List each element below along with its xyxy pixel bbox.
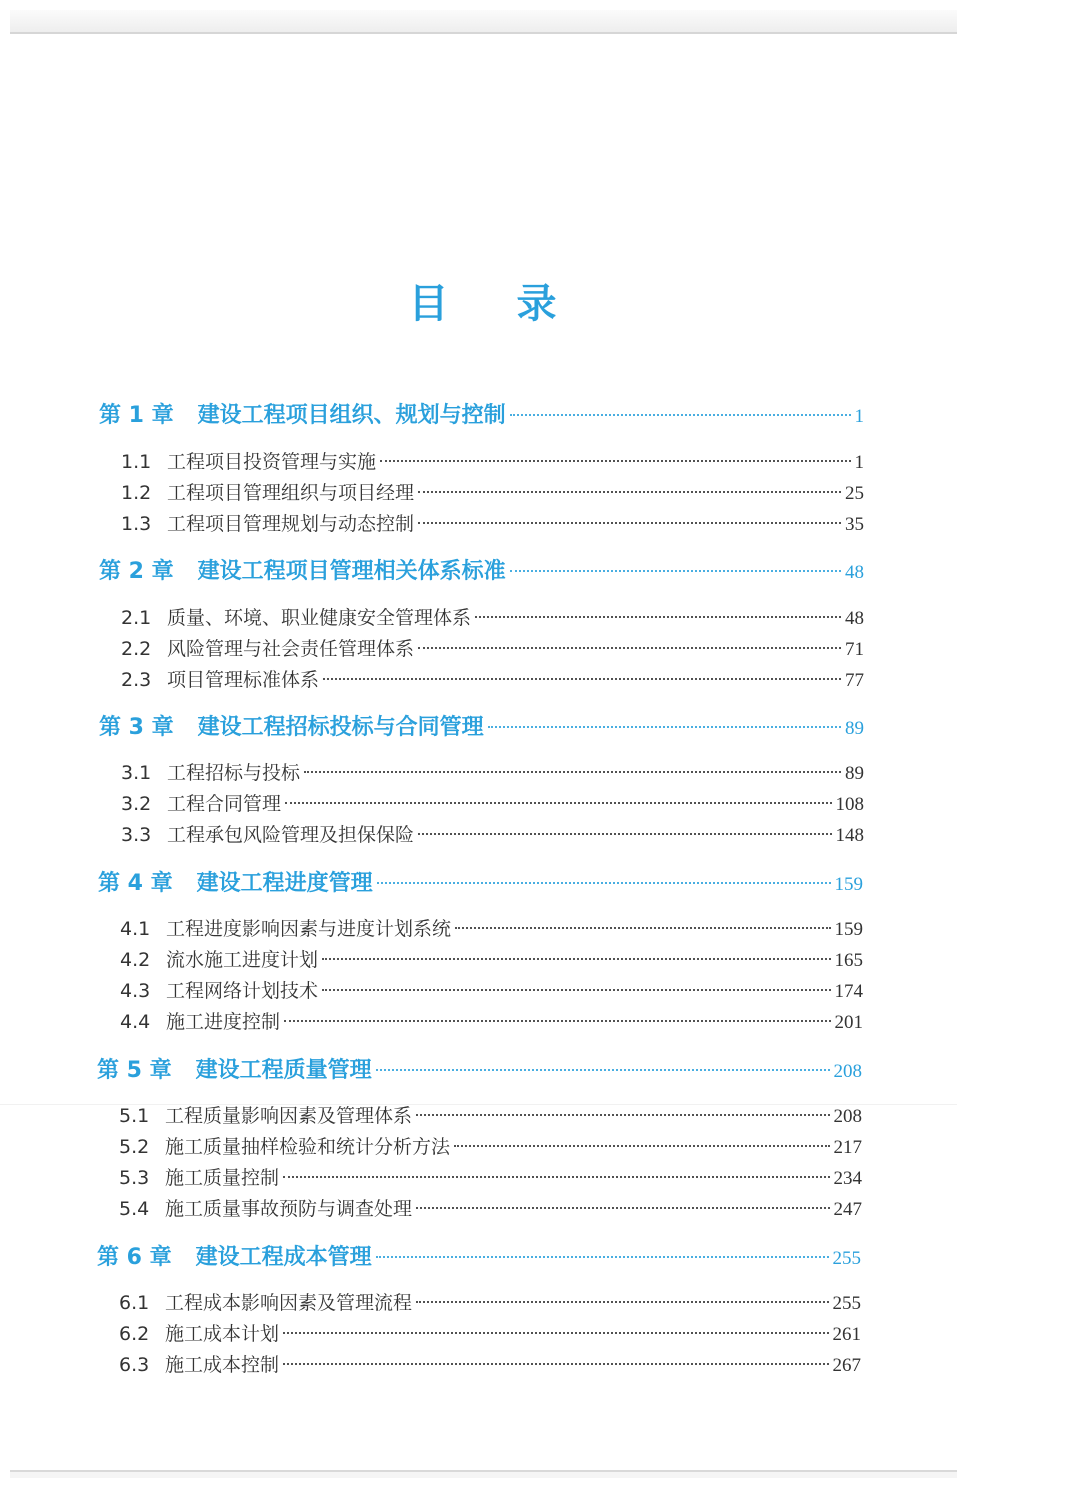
section-title: 施工质量事故预防与调查处理 [165,1198,413,1220]
toc-section-row [119,1350,861,1377]
toc-heading-char-1: 目 [408,281,449,327]
toc-section-row [120,976,863,1003]
dot-leader [323,678,841,680]
toc-section-row [121,820,864,847]
section-page-number: 1 [854,452,864,473]
toc-section-row [119,1101,862,1128]
section-number: 1.3 [121,513,152,535]
section-page-number: 71 [845,639,864,660]
toc-section-row [119,1163,862,1190]
chapter-number: 第 6 章 [97,1245,172,1270]
dot-leader [304,771,841,773]
toc-section-row [120,914,863,941]
section-title: 施工质量控制 [165,1167,280,1189]
toc-section-row [121,665,864,692]
toc-section-row [121,478,864,505]
dot-leader [510,570,841,572]
section-number: 4.3 [120,980,151,1002]
section-page-number: 217 [833,1137,862,1158]
toc-chapter-row [97,1240,861,1271]
section-title: 工程项目管理组织与项目经理 [167,482,415,504]
chapter-title: 建设工程项目管理相关体系标准 [197,559,506,584]
chapter-page-number: 89 [845,718,864,739]
chapter-number: 第 3 章 [99,715,174,740]
section-page-number: 234 [833,1168,862,1189]
dot-leader [285,802,831,804]
section-title: 工程质量影响因素及管理体系 [165,1105,413,1127]
chapter-number: 第 2 章 [99,559,174,584]
chapter-number: 第 4 章 [98,871,173,896]
section-page-number: 255 [832,1293,861,1314]
chapter-title: 建设工程进度管理 [196,871,373,896]
section-title: 工程项目管理规划与动态控制 [167,513,415,535]
section-page-number: 89 [845,763,864,784]
toc-heading-char-2: 录 [516,281,557,327]
toc-section-row [121,634,864,661]
section-number: 1.2 [121,482,152,504]
section-page-number: 267 [832,1355,861,1376]
chapter-page-number: 255 [832,1248,861,1269]
toc-section-row [121,447,864,474]
dot-leader [377,882,831,884]
toc-section-row [121,789,864,816]
toc-section-row [119,1194,862,1221]
toc-section-row [121,603,864,630]
chapter-page-number: 208 [833,1061,862,1082]
section-page-number: 108 [835,794,864,815]
section-page-number: 174 [834,981,863,1002]
toc-chapter-row [99,398,864,429]
section-title: 施工成本控制 [165,1354,280,1376]
section-title: 施工进度控制 [166,1011,281,1033]
toc-chapter-row [99,710,864,741]
section-page-number: 77 [845,670,864,691]
dot-leader [510,414,851,416]
section-title: 工程进度影响因素与进度计划系统 [166,918,452,940]
chapter-title: 建设工程质量管理 [195,1058,372,1083]
section-title: 工程成本影响因素及管理流程 [165,1292,413,1314]
section-number: 4.1 [120,918,151,940]
dot-leader [322,958,830,960]
dot-leader [283,1332,828,1334]
section-number: 3.2 [121,793,152,815]
section-number: 4.2 [120,949,151,971]
section-number: 6.3 [119,1354,150,1376]
dot-leader [284,1020,830,1022]
chapter-title: 建设工程招标投标与合同管理 [197,715,484,740]
dot-leader [455,927,830,929]
dot-leader [488,726,841,728]
toc-section-row [119,1132,862,1159]
section-number: 2.1 [121,607,152,629]
section-title: 工程承包风险管理及担保保险 [167,824,415,846]
toc-section-row [119,1288,861,1315]
toc-chapter-row [97,1053,862,1084]
section-number: 3.1 [121,762,152,784]
dot-leader [418,491,841,493]
section-page-number: 48 [845,608,864,629]
chapter-title: 建设工程项目组织、规划与控制 [197,403,506,428]
section-number: 5.4 [119,1198,150,1220]
section-title: 质量、环境、职业健康安全管理体系 [167,607,472,629]
chapter-page-number: 1 [854,406,864,427]
dot-leader [376,1069,830,1071]
dot-leader [283,1363,828,1365]
dot-leader [376,1256,829,1258]
toc-section-row [121,509,864,536]
section-page-number: 261 [832,1324,861,1345]
dot-leader [283,1176,829,1178]
section-number: 4.4 [120,1011,151,1033]
section-number: 1.1 [121,451,152,473]
section-title: 工程招标与投标 [167,762,301,784]
toc-section-row [120,1007,863,1034]
chapter-page-number: 159 [834,874,863,895]
section-page-number: 247 [833,1199,862,1220]
section-page-number: 165 [834,950,863,971]
dot-leader [416,1114,829,1116]
section-title: 项目管理标准体系 [167,669,320,691]
dot-leader [416,1301,828,1303]
section-number: 5.1 [119,1105,150,1127]
section-number: 2.2 [121,638,152,660]
toc-section-row [119,1319,861,1346]
dot-leader [416,1207,829,1209]
dot-leader [418,833,831,835]
section-page-number: 201 [834,1012,863,1033]
section-number: 5.2 [119,1136,150,1158]
section-title: 施工成本计划 [165,1323,280,1345]
chapter-number: 第 1 章 [99,403,174,428]
section-number: 2.3 [121,669,152,691]
toc-section-row [121,758,864,785]
dot-leader [322,989,830,991]
page-bottom-edge [10,1470,957,1478]
section-title: 施工质量抽样检验和统计分析方法 [165,1136,451,1158]
dot-leader [418,522,841,524]
section-title: 工程合同管理 [167,793,282,815]
chapter-number: 第 5 章 [97,1058,172,1083]
toc-section-row [120,945,863,972]
chapter-page-number: 48 [845,562,864,583]
toc-heading [0,272,965,329]
section-number: 6.1 [119,1292,150,1314]
dot-leader [380,460,850,462]
dot-leader [475,616,841,618]
dot-leader [454,1145,829,1147]
section-title: 流水施工进度计划 [166,949,319,971]
section-page-number: 148 [835,825,864,846]
section-number: 5.3 [119,1167,150,1189]
dot-leader [418,647,841,649]
toc-chapter-row [98,866,863,897]
section-number: 3.3 [121,824,152,846]
page-top-edge [10,10,957,34]
section-page-number: 25 [845,483,864,504]
section-page-number: 35 [845,514,864,535]
section-title: 工程网络计划技术 [166,980,319,1002]
section-title: 工程项目投资管理与实施 [167,451,377,473]
toc-chapter-row [99,554,864,585]
section-page-number: 159 [834,919,863,940]
section-page-number: 208 [833,1106,862,1127]
section-number: 6.2 [119,1323,150,1345]
section-title: 风险管理与社会责任管理体系 [167,638,415,660]
chapter-title: 建设工程成本管理 [195,1245,372,1270]
